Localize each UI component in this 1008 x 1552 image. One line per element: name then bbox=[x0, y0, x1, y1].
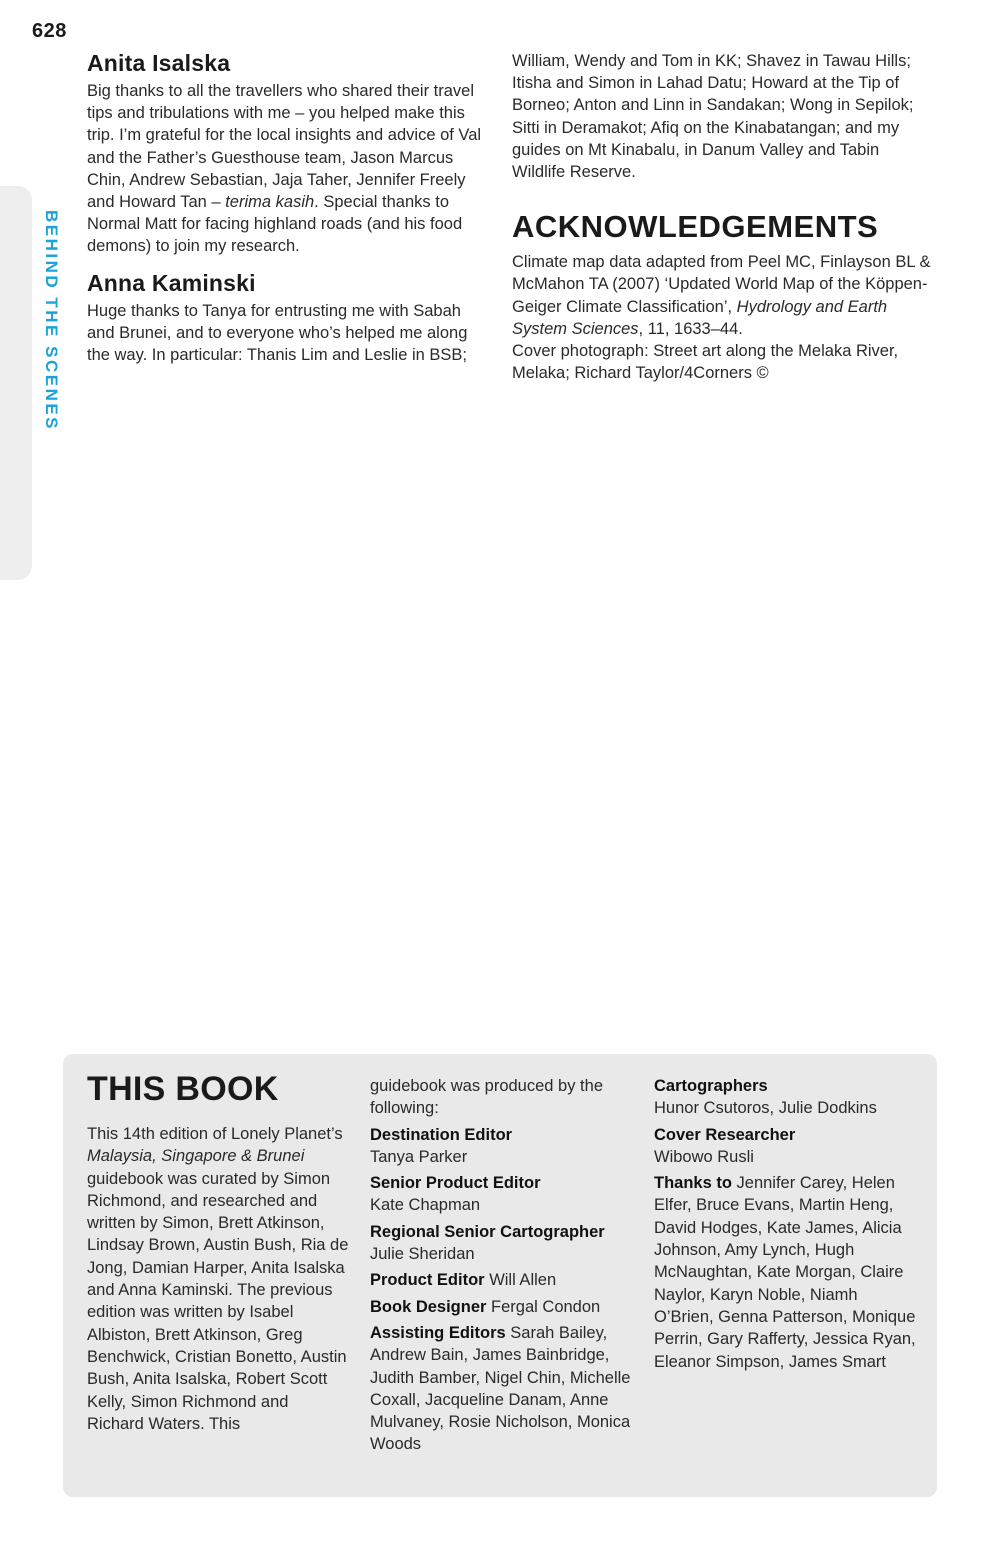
credit-names: Hunor Csutoros, Julie Dodkins bbox=[654, 1099, 877, 1118]
credit-entry bbox=[370, 1124, 635, 1169]
credit-entry bbox=[370, 1221, 635, 1266]
writer-thanks-part2: William, Wendy and Tom in KK; Shavez in Tawau Hills; Itisha and Simon in Lahad Datu; Howard at the Tip of Borneo; Anton and Linn in Sandakan; Wong in Sepilok; Sitti in Deramakot; Afiq on the Kinabatangan; and my guides on Mt Kinabalu, in Danum Valley and Tabin Wildlife Reserve. bbox=[512, 52, 914, 182]
writer-name: Anita Isalska bbox=[87, 50, 231, 76]
this-book-col-1 bbox=[87, 1070, 349, 1435]
credits-list bbox=[654, 1075, 919, 1373]
credit-entry bbox=[654, 1172, 919, 1373]
credit-role: Thanks to bbox=[654, 1174, 732, 1193]
left-column bbox=[87, 50, 492, 366]
credit-role: Senior Product Editor bbox=[370, 1174, 541, 1193]
writer-thanks: Big thanks to all the travellers who shared their travel tips and tribulations with me – you helped make this trip. I’m grateful for the local insights and advice of Val and the Father’s Guesthouse team, Jason Marcus Chin, Andrew Sebastian, Jaja Taher, Jennifer Freely and Howard Tan – terima kasih. Special thanks to Normal Matt for facing highland roads (and his food demons) to join my research. bbox=[87, 82, 482, 256]
credit-names: Kate Chapman bbox=[370, 1196, 481, 1215]
right-column bbox=[512, 50, 932, 384]
this-book-intro-cont: guidebook was produced by the following: bbox=[370, 1077, 603, 1118]
credit-entry bbox=[370, 1322, 635, 1456]
credit-names: Jennifer Carey, Helen Elfer, Bruce Evans, Martin Heng, David Hodges, Kate James, Alicia Johnson, Amy Lynch, Hugh McNaughtan, Kate Morgan, Claire Naylor, Karyn Noble, Niamh O’Brien, Genna Patterson, Monique Perrin, Gary Rafferty, Jessica Ryan, Eleanor Simpson, James Smart bbox=[654, 1174, 916, 1371]
credit-entry bbox=[370, 1296, 635, 1318]
this-book-intro: This 14th edition of Lonely Planet’s Malaysia, Singapore & Brunei guidebook was curated by Simon Richmond, and researched and written by Simon, Brett Atkinson, Lindsay Brown, Austin Bush, Ria de Jong, Damian Harper, Anita Isalska and Anna Kaminski. The previous edition was written by Isabel Albiston, Brett Atkinson, Greg Benchwick, Cristian Bonetto, Austin Bush, Anita Isalska, Robert Scott Kelly, Simon Richmond and Richard Waters. This bbox=[87, 1125, 349, 1433]
credit-names: Tanya Parker bbox=[370, 1147, 468, 1166]
writer-thanks-part1: Huge thanks to Tanya for entrusting me with Sabah and Brunei, and to everyone who’s helped me along the way. In particular: Thanis Lim and Leslie in BSB; bbox=[87, 301, 468, 365]
credit-role: Assisting Editors bbox=[370, 1323, 506, 1342]
credit-role: Cover Researcher bbox=[654, 1125, 796, 1144]
credits-list bbox=[370, 1124, 635, 1456]
acknowledgements-heading: ACKNOWLEDGEMENTS bbox=[512, 209, 879, 245]
credit-role: Cartographers bbox=[654, 1077, 768, 1095]
page-number: 628 bbox=[32, 20, 67, 42]
credit-names: Julie Sheridan bbox=[370, 1245, 475, 1264]
writer-name: Anna Kaminski bbox=[87, 269, 256, 296]
credit-names: Fergal Condon bbox=[491, 1297, 601, 1316]
credit-entry bbox=[654, 1124, 919, 1169]
credit-names: Will Allen bbox=[489, 1271, 557, 1290]
this-book-box bbox=[63, 1054, 937, 1497]
credit-role: Regional Senior Cartographer bbox=[370, 1222, 605, 1241]
credit-role: Destination Editor bbox=[370, 1125, 513, 1144]
credit-names: Wibowo Rusli bbox=[654, 1147, 754, 1166]
credit-entry bbox=[370, 1172, 635, 1217]
this-book-col-2 bbox=[370, 1075, 635, 1460]
credit-entry bbox=[370, 1269, 635, 1291]
side-tab bbox=[0, 186, 32, 580]
cover-photo-credit: Cover photograph: Street art along the Melaka River, Melaka; Richard Taylor/4Corners © bbox=[512, 342, 899, 383]
credit-role: Product Editor bbox=[370, 1271, 485, 1290]
credit-role: Book Designer bbox=[370, 1297, 487, 1316]
credit-names: Sarah Bailey, Andrew Bain, James Bainbridge, Judith Bamber, Nigel Chin, Michelle Coxall, Jacqueline Danam, Anne Mulvaney, Rosie Nicholson, Monica Woods bbox=[370, 1323, 631, 1454]
credit-entry bbox=[654, 1075, 919, 1120]
climate-credit: Climate map data adapted from Peel MC, Finlayson BL & McMahon TA (2007) ‘Updated World Map of the Köppen-Geiger Climate Classification’, Hydrology and Earth System Sciences, 11, 1633–44. bbox=[512, 253, 931, 338]
this-book-title: THIS BOOK bbox=[87, 1070, 279, 1108]
section-tab-label: BEHIND THE SCENES bbox=[42, 210, 61, 432]
this-book-col-3 bbox=[654, 1075, 919, 1377]
